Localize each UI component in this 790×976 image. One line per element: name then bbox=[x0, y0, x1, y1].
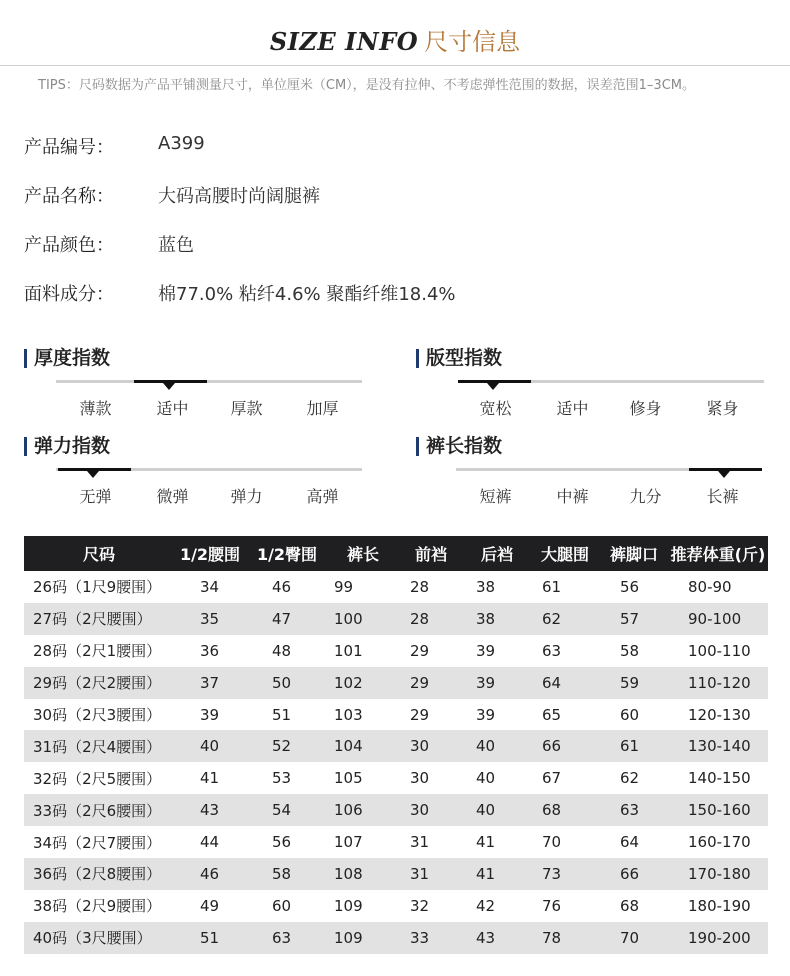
table-cell: 80-90 bbox=[688, 577, 732, 596]
index-track bbox=[456, 468, 762, 471]
index-option: 弹力 bbox=[230, 487, 263, 506]
table-cell: 65 bbox=[542, 705, 562, 724]
table-cell: 107 bbox=[334, 833, 363, 852]
table-cell: 41 bbox=[476, 833, 496, 852]
table-cell: 104 bbox=[328, 730, 398, 762]
table-row bbox=[24, 858, 768, 890]
index-option: 长裤 bbox=[706, 487, 739, 506]
table-cell: 28 bbox=[410, 577, 430, 596]
table-cell: 38 bbox=[464, 603, 530, 635]
table-cell: 58 bbox=[620, 641, 640, 660]
index-option: 适中 bbox=[556, 399, 589, 418]
table-cell: 29 bbox=[398, 667, 464, 699]
table-cell: 130-140 bbox=[668, 730, 768, 762]
size-cell: 27码（2尺腰围） bbox=[24, 603, 174, 635]
size-cell: 26码（1尺9腰围） bbox=[33, 578, 162, 597]
table-row bbox=[24, 571, 768, 603]
table-row bbox=[24, 762, 768, 794]
table-row bbox=[24, 890, 768, 922]
table-cell: 62 bbox=[530, 603, 600, 635]
column-header: 后裆 bbox=[464, 536, 530, 571]
size-cell: 40码（3尺腰围） bbox=[24, 922, 174, 954]
table-cell: 41 bbox=[200, 769, 220, 788]
length-index bbox=[416, 435, 756, 507]
index-title: 弹力指数 bbox=[24, 435, 110, 457]
table-cell: 108 bbox=[328, 858, 398, 890]
index-segment bbox=[612, 380, 685, 383]
size-cell: 34码（2尺7腰围） bbox=[33, 833, 162, 852]
size-cell: 30码（2尺3腰围） bbox=[33, 706, 162, 724]
table-cell: 31 bbox=[410, 833, 430, 852]
table-cell: 101 bbox=[334, 641, 363, 660]
table-cell: 99 bbox=[334, 577, 354, 596]
index-track bbox=[458, 380, 764, 383]
table-row bbox=[24, 730, 768, 762]
table-cell: 32 bbox=[410, 896, 430, 915]
table-row bbox=[24, 922, 768, 954]
size-cell: 36码（2尺8腰围） bbox=[24, 858, 174, 890]
table-cell: 100-110 bbox=[688, 641, 751, 660]
info-value: 大码高腰时尚阔腿裤 bbox=[158, 186, 320, 207]
table-cell: 46 bbox=[174, 858, 246, 890]
index-segment bbox=[458, 380, 531, 383]
table-cell: 66 bbox=[600, 858, 668, 890]
table-cell: 102 bbox=[328, 667, 398, 699]
index-option: 短裤 bbox=[479, 487, 512, 506]
table-cell: 90-100 bbox=[668, 603, 768, 635]
table-cell: 39 bbox=[464, 667, 530, 699]
index-segment bbox=[689, 380, 762, 383]
table-cell: 30 bbox=[410, 769, 430, 788]
size-cell: 38码（2尺9腰围） bbox=[33, 897, 162, 916]
index-segment bbox=[456, 468, 529, 471]
table-cell: 190-200 bbox=[668, 922, 768, 954]
table-cell: 50 bbox=[246, 667, 328, 699]
table-cell: 67 bbox=[542, 769, 562, 788]
table-cell: 70 bbox=[542, 833, 562, 852]
info-value: A399 bbox=[158, 133, 205, 154]
index-option: 修身 bbox=[629, 399, 662, 418]
table-header-row bbox=[24, 536, 768, 571]
table-cell: 56 bbox=[272, 833, 292, 852]
size-cell: 33码（2尺6腰围） bbox=[24, 794, 174, 826]
title-english: SIZE INFO bbox=[269, 27, 419, 56]
table-cell: 73 bbox=[530, 858, 600, 890]
column-header: 1/2腰围 bbox=[174, 536, 246, 571]
table-cell: 36 bbox=[200, 641, 220, 660]
index-segment bbox=[211, 468, 284, 471]
page-title bbox=[0, 22, 790, 57]
table-cell: 39 bbox=[476, 641, 496, 660]
index-option: 薄款 bbox=[79, 399, 112, 418]
table-cell: 140-150 bbox=[688, 769, 751, 788]
column-header: 尺码 bbox=[24, 536, 174, 571]
table-cell: 40 bbox=[174, 730, 246, 762]
index-segment bbox=[134, 380, 207, 383]
table-cell: 180-190 bbox=[688, 896, 751, 915]
table-cell: 109 bbox=[334, 896, 363, 915]
index-title: 裤长指数 bbox=[416, 435, 502, 457]
index-title: 厚度指数 bbox=[24, 347, 110, 369]
table-cell: 64 bbox=[620, 833, 640, 852]
table-cell: 31 bbox=[398, 858, 464, 890]
table-row bbox=[24, 603, 768, 635]
table-cell: 68 bbox=[620, 896, 640, 915]
table-cell: 109 bbox=[328, 922, 398, 954]
size-cell: 32码（2尺5腰围） bbox=[33, 769, 162, 788]
page-header bbox=[0, 0, 790, 66]
table-row bbox=[24, 699, 768, 731]
index-track bbox=[56, 380, 362, 383]
table-cell: 40 bbox=[476, 769, 496, 788]
size-table bbox=[24, 536, 768, 954]
index-segment bbox=[533, 468, 606, 471]
table-cell: 48 bbox=[272, 641, 292, 660]
table-cell: 100 bbox=[328, 603, 398, 635]
table-cell: 60 bbox=[272, 896, 292, 915]
fit-index bbox=[416, 347, 756, 419]
table-cell: 78 bbox=[530, 922, 600, 954]
index-option: 厚款 bbox=[230, 399, 263, 418]
index-segment bbox=[289, 468, 362, 471]
table-cell: 54 bbox=[246, 794, 328, 826]
index-segment bbox=[689, 468, 762, 471]
index-option: 微弹 bbox=[156, 487, 189, 506]
table-cell: 30 bbox=[398, 730, 464, 762]
table-row bbox=[24, 826, 768, 858]
tips-text: TIPS：尺码数据为产品平铺测量尺寸，单位厘米（CM），是没有拉伸、不考虑弹性范围的数据，误差范围1–3CM。 bbox=[38, 78, 695, 93]
table-cell: 49 bbox=[200, 896, 220, 915]
table-cell: 58 bbox=[246, 858, 328, 890]
table-cell: 76 bbox=[542, 896, 562, 915]
size-cell: 31码（2尺4腰围） bbox=[24, 730, 174, 762]
table-cell: 30 bbox=[398, 794, 464, 826]
table-cell: 64 bbox=[530, 667, 600, 699]
column-header: 大腿围 bbox=[530, 536, 600, 571]
table-cell: 35 bbox=[174, 603, 246, 635]
table-cell: 29 bbox=[410, 705, 430, 724]
table-cell: 63 bbox=[542, 641, 562, 660]
info-label: 产品编号： bbox=[24, 137, 114, 158]
table-cell: 60 bbox=[620, 705, 640, 724]
table-cell: 40 bbox=[464, 794, 530, 826]
table-cell: 68 bbox=[530, 794, 600, 826]
column-header: 裤长 bbox=[328, 536, 398, 571]
table-cell: 41 bbox=[464, 858, 530, 890]
table-cell: 62 bbox=[620, 769, 640, 788]
index-option: 无弹 bbox=[79, 487, 112, 506]
table-cell: 43 bbox=[464, 922, 530, 954]
table-cell: 51 bbox=[174, 922, 246, 954]
table-cell: 61 bbox=[542, 577, 562, 596]
info-value: 棉77.0% 粘纤4.6% 聚酯纤维18.4% bbox=[158, 284, 456, 305]
column-header: 裤脚口 bbox=[600, 536, 668, 571]
table-cell: 38 bbox=[476, 577, 496, 596]
table-cell: 47 bbox=[246, 603, 328, 635]
size-cell: 28码（2尺1腰围） bbox=[33, 642, 162, 661]
table-cell: 66 bbox=[530, 730, 600, 762]
size-cell: 29码（2尺2腰围） bbox=[24, 667, 174, 699]
index-track bbox=[56, 468, 362, 471]
info-label: 产品名称： bbox=[24, 186, 114, 207]
table-cell: 40 bbox=[464, 730, 530, 762]
table-cell: 170-180 bbox=[668, 858, 768, 890]
thickness-index bbox=[24, 347, 364, 419]
table-cell: 44 bbox=[200, 833, 220, 852]
table-cell: 106 bbox=[328, 794, 398, 826]
table-cell: 28 bbox=[398, 603, 464, 635]
table-cell: 150-160 bbox=[668, 794, 768, 826]
index-segment bbox=[289, 380, 362, 383]
index-option: 中裤 bbox=[556, 487, 589, 506]
table-cell: 59 bbox=[600, 667, 668, 699]
table-cell: 42 bbox=[476, 896, 496, 915]
info-label: 产品颜色： bbox=[24, 235, 114, 256]
index-option: 宽松 bbox=[479, 399, 512, 418]
table-cell: 39 bbox=[476, 705, 496, 724]
column-header: 前裆 bbox=[398, 536, 464, 571]
index-segment bbox=[134, 468, 207, 471]
table-cell: 105 bbox=[334, 769, 363, 788]
table-cell: 57 bbox=[600, 603, 668, 635]
table-cell: 33 bbox=[398, 922, 464, 954]
table-cell: 120-130 bbox=[688, 705, 751, 724]
table-cell: 39 bbox=[200, 705, 220, 724]
index-title: 版型指数 bbox=[416, 347, 502, 369]
index-segment bbox=[58, 468, 131, 471]
table-cell: 29 bbox=[410, 641, 430, 660]
info-value: 蓝色 bbox=[158, 235, 194, 256]
table-cell: 43 bbox=[174, 794, 246, 826]
index-option: 适中 bbox=[156, 399, 189, 418]
index-segment bbox=[56, 380, 129, 383]
table-body bbox=[24, 571, 768, 954]
elasticity-index bbox=[24, 435, 364, 507]
index-option: 九分 bbox=[629, 487, 662, 506]
column-header: 1/2臀围 bbox=[246, 536, 328, 571]
table-cell: 53 bbox=[272, 769, 292, 788]
table-cell: 103 bbox=[334, 705, 363, 724]
index-segment bbox=[535, 380, 608, 383]
table-cell: 110-120 bbox=[668, 667, 768, 699]
index-option: 高弹 bbox=[306, 487, 339, 506]
table-row bbox=[24, 667, 768, 699]
table-cell: 34 bbox=[200, 577, 220, 596]
table-row bbox=[24, 794, 768, 826]
table-cell: 61 bbox=[600, 730, 668, 762]
index-segment bbox=[610, 468, 683, 471]
info-label: 面料成分： bbox=[24, 284, 114, 305]
table-cell: 51 bbox=[272, 705, 292, 724]
table-cell: 63 bbox=[246, 922, 328, 954]
table-cell: 70 bbox=[600, 922, 668, 954]
table-row bbox=[24, 635, 768, 667]
table-cell: 160-170 bbox=[688, 833, 751, 852]
table-cell: 56 bbox=[620, 577, 640, 596]
index-option: 加厚 bbox=[306, 399, 339, 418]
table-cell: 37 bbox=[174, 667, 246, 699]
column-header: 推荐体重(斤) bbox=[668, 536, 768, 571]
table-cell: 52 bbox=[246, 730, 328, 762]
title-chinese: 尺寸信息 bbox=[424, 28, 521, 56]
index-option: 紧身 bbox=[706, 399, 739, 418]
table-cell: 63 bbox=[600, 794, 668, 826]
table-cell: 46 bbox=[272, 577, 292, 596]
index-segment bbox=[211, 380, 284, 383]
